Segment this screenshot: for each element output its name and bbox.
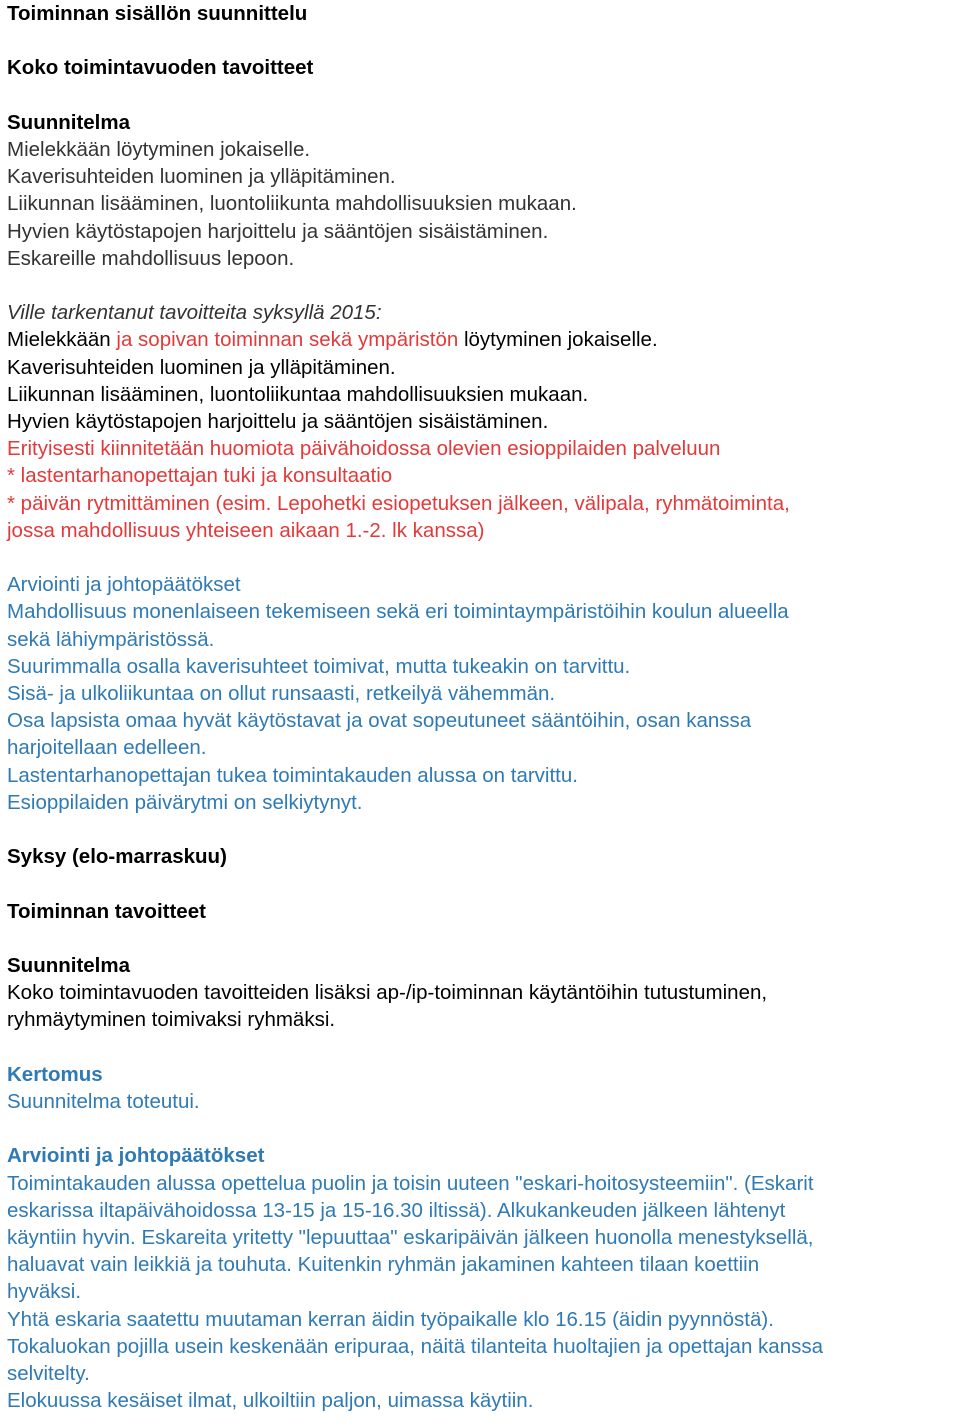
plan-heading: Suunnitelma	[7, 954, 131, 977]
plan-section-1	[7, 109, 957, 272]
evaluation-line: hyväksi.	[7, 1280, 82, 1304]
year-goals-heading: Koko toimintavuoden tavoitteet	[7, 56, 314, 80]
ville-line-highlight: Erityisesti kiinnitetään huomiota päivähoidossa olevien esioppilaiden palveluun	[7, 437, 721, 461]
ville-line-highlight: * lastentarhanopettajan tuki ja konsultaatio	[7, 464, 393, 488]
evaluation-line: käyntiin hyvin. Eskareita yritetty "lepuuttaa" eskaripäivän jälkeen huonolla menestyksellä,	[7, 1226, 814, 1249]
ville-line-highlight: jossa mahdollisuus yhteiseen aikaan 1.-2. lk kanssa)	[7, 518, 485, 542]
evaluation-line: Mahdollisuus monenlaiseen tekemiseen sekä eri toimintaympäristöihin koulun alueella	[7, 600, 789, 624]
evaluation-line: Toimintakauden alussa opettelua puolin ja toisin uuteen "eskari-hoitosysteemiin". (Eskarit	[7, 1171, 814, 1195]
plan-heading: Suunnitelma	[7, 110, 131, 134]
evaluation-heading: Arviointi ja johtopäätökset	[7, 573, 241, 597]
ville-text: Mielekkään	[7, 328, 111, 352]
ville-text: löytyminen jokaiselle.	[458, 328, 658, 352]
ville-line: Liikunnan lisääminen, luontoliikuntaa mahdollisuuksien mukaan.	[7, 382, 589, 406]
evaluation-line: Tokaluokan pojilla usein keskenään eripuraa, näitä tilanteita huoltajien ja opettajan kanssa	[7, 1334, 823, 1358]
plan-line: Hyvien käytöstapojen harjoittelu ja sääntöjen sisäistäminen.	[7, 219, 549, 243]
evaluation-section-2	[7, 1142, 957, 1414]
plan-line: Mielekkään löytyminen jokaiselle.	[7, 137, 311, 161]
evaluation-line: harjoitellaan edelleen.	[7, 736, 207, 760]
plan-line: Liikunnan lisääminen, luontoliikunta mahdollisuuksien mukaan.	[7, 192, 577, 216]
ville-line: Kaverisuhteiden luominen ja ylläpitäminen.	[7, 355, 396, 379]
ville-text-highlight: ja sopivan toiminnan sekä ympäristön	[110, 328, 459, 352]
evaluation-line: sekä lähiympäristössä.	[7, 627, 215, 651]
report-heading: Kertomus	[7, 1062, 103, 1086]
ville-line-mixed	[7, 326, 957, 353]
evaluation-line: Osa lapsista omaa hyvät käytöstavat ja ovat sopeutuneet sääntöihin, osan kanssa	[7, 709, 752, 733]
goals-heading: Toiminnan tavoitteet	[7, 899, 206, 923]
ville-text-highlight: Lepohetki esiopetuksen jälkeen, välipala, ryhmätoiminta,	[271, 491, 790, 515]
ville-heading: Ville tarkentanut tavoitteita syksyllä 2015:	[7, 301, 382, 325]
autumn-heading: Syksy (elo-marraskuu)	[7, 845, 227, 869]
ville-line-mixed	[7, 490, 957, 517]
document-title: Toiminnan sisällön suunnittelu	[7, 2, 308, 25]
ville-text-highlight: * päivän rytmittäminen (esim.	[7, 491, 272, 515]
evaluation-section-1	[7, 571, 957, 816]
evaluation-line: Suurimmalla osalla kaverisuhteet toimivat, mutta tukeakin on tarvittu.	[7, 654, 631, 678]
ville-section	[7, 299, 957, 544]
ville-line: Hyvien käytöstapojen harjoittelu ja sääntöjen sisäistäminen.	[7, 410, 549, 433]
evaluation-line: Yhtä eskaria saatettu muutaman kerran äidin työpaikalle klo 16.15 (äidin pyynnöstä).	[7, 1307, 774, 1331]
document	[7, 0, 957, 1414]
report-line: Suunnitelma toteutui.	[7, 1090, 200, 1113]
plan-section-2	[7, 952, 957, 1034]
plan-line: Koko toimintavuoden tavoitteiden lisäksi ap-/ip-toiminnan käytäntöihin tutustuminen,	[7, 981, 768, 1005]
evaluation-line: Sisä- ja ulkoliikuntaa on ollut runsaasti, retkeilyä vähemmän.	[7, 682, 556, 706]
plan-line: Kaverisuhteiden luominen ja ylläpitäminen.	[7, 165, 396, 189]
plan-line: ryhmäytyminen toimivaksi ryhmäksi.	[7, 1008, 336, 1032]
evaluation-line: haluavat vain leikkiä ja touhuta. Kuitenkin ryhmän jakaminen kahteen tilaan koettiin	[7, 1253, 760, 1277]
evaluation-line: eskarissa iltapäivähoidossa 13-15 ja 15-16.30 iltissä). Alkukankeuden jälkeen lähtenyt	[7, 1198, 786, 1222]
evaluation-line: Elokuussa kesäiset ilmat, ulkoiltiin paljon, uimassa käytiin.	[7, 1389, 534, 1413]
report-section	[7, 1061, 957, 1115]
evaluation-line: Esioppilaiden päivärytmi on selkiytynyt.	[7, 790, 363, 814]
evaluation-heading: Arviointi ja johtopäätökset	[7, 1144, 265, 1168]
evaluation-line: selvitelty.	[7, 1362, 90, 1386]
plan-line: Eskareille mahdollisuus lepoon.	[7, 246, 295, 270]
evaluation-line: Lastentarhanopettajan tukea toimintakauden alussa on tarvittu.	[7, 763, 578, 787]
